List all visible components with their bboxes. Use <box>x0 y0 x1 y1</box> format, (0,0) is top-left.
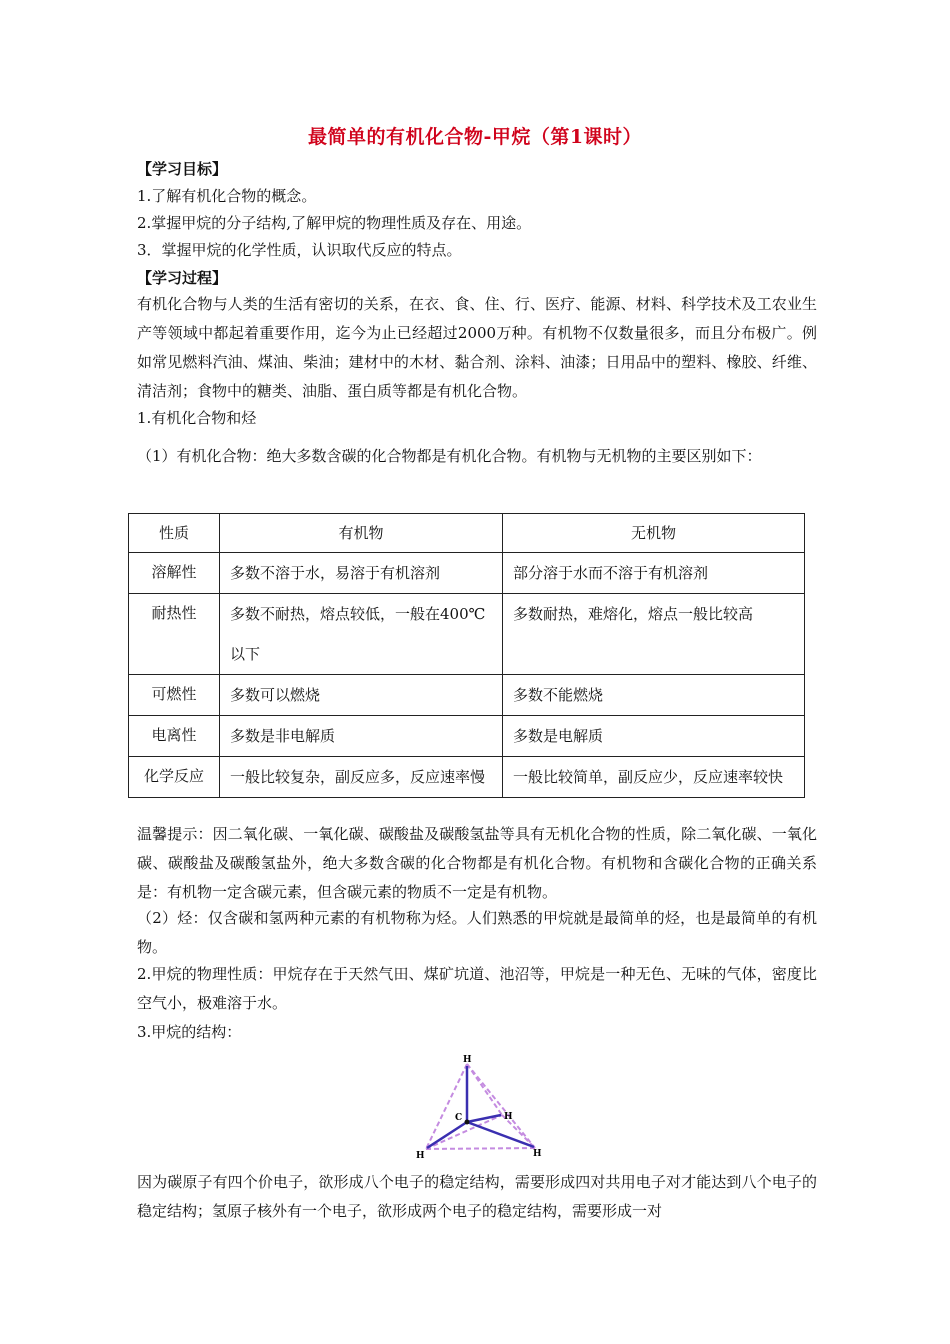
inorganic-cell: 一般比较简单，副反应少，反应速率较快 <box>503 757 805 798</box>
organic-cell: 多数不耐热，熔点较低，一般在400℃以下 <box>220 594 503 675</box>
section-heading: 3.甲烷的结构： <box>137 1023 242 1041</box>
property-cell: 耐热性 <box>129 594 220 675</box>
property-cell: 化学反应 <box>129 757 220 798</box>
inorganic-cell: 多数是电解质 <box>503 716 805 757</box>
hydrogen-atom-label: H <box>463 1055 472 1065</box>
organic-cell: 多数可以燃烧 <box>220 675 503 716</box>
inorganic-cell: 多数耐热，难熔化，熔点一般比较高 <box>503 594 805 675</box>
hydrogen-atom-label: H <box>504 1112 513 1122</box>
objective-item: 1.了解有机化合物的概念。 <box>137 187 317 205</box>
organic-cell: 多数是非电解质 <box>220 716 503 757</box>
hydrogen-atom-label: H <box>416 1151 425 1161</box>
table-row <box>129 716 805 757</box>
objective-item: 3．掌握甲烷的化学性质，认识取代反应的特点。 <box>137 241 462 259</box>
inorganic-cell: 部分溶于水而不溶于有机溶剂 <box>503 553 805 594</box>
objective-item: 2.掌握甲烷的分子结构,了解甲烷的物理性质及存在、用途。 <box>137 214 532 232</box>
table-header-cell: 无机物 <box>503 514 805 553</box>
methane-structure-diagram <box>410 1052 560 1162</box>
organic-definition: （1）有机化合物：绝大多数含碳的化合物都是有机化合物。有机物与无机物的主要区别如下： <box>137 447 762 465</box>
property-cell: 溶解性 <box>129 553 220 594</box>
hydrocarbon-definition: （2）烃：仅含碳和氢两种元素的有机物称为烃。人们熟悉的甲烷就是最简单的烃，也是最简单的有机物。 <box>137 909 817 956</box>
comparison-table <box>128 513 805 798</box>
carbon-atom-label: C <box>455 1113 463 1123</box>
page-title: 最简单的有机化合物-甲烷（第1课时） <box>307 126 643 148</box>
carbon-atom-dot <box>465 1120 470 1125</box>
hydrogen-atom-label: H <box>533 1149 542 1159</box>
organic-cell: 一般比较复杂，副反应多，反应速率慢 <box>220 757 503 798</box>
structure-paragraph: 因为碳原子有四个价电子，欲形成八个电子的稳定结构，需要形成四对共用电子对才能达到八个电子的稳定结构；氢原子核外有一个电子，欲形成两个电子的稳定结构，需要形成一对 <box>137 1173 817 1220</box>
table-header-row <box>129 514 805 553</box>
tetrahedron-edges <box>426 1064 535 1149</box>
table-header-cell: 性质 <box>129 514 220 553</box>
table-row <box>129 594 805 675</box>
section-heading: 1.有机化合物和烃 <box>137 409 257 427</box>
process-heading: 【学习过程】 <box>137 269 228 287</box>
physical-properties: 2.甲烷的物理性质：甲烷存在于天然气田、煤矿坑道、池沼等，甲烷是一种无色、无味的气体，密度比空气小，极难溶于水。 <box>137 965 817 1012</box>
property-cell: 电离性 <box>129 716 220 757</box>
objectives-heading: 【学习目标】 <box>137 160 228 178</box>
inorganic-cell: 多数不能燃烧 <box>503 675 805 716</box>
table-row <box>129 553 805 594</box>
tip-paragraph: 温馨提示：因二氧化碳、一氧化碳、碳酸盐及碳酸氢盐等具有无机化合物的性质，除二氧化碳、一氧化碳、碳酸盐及碳酸氢盐外，绝大多数含碳的化合物都是有机化合物。有机物和含碳化合物的正确关系是：有机物一定含碳元素，但含碳元素的物质不一定是有机物。 <box>137 825 817 901</box>
organic-cell: 多数不溶于水，易溶于有机溶剂 <box>220 553 503 594</box>
table-header-cell: 有机物 <box>220 514 503 553</box>
table-row <box>129 675 805 716</box>
property-cell: 可燃性 <box>129 675 220 716</box>
table-row <box>129 757 805 798</box>
c-h-bonds <box>427 1066 534 1148</box>
intro-paragraph: 有机化合物与人类的生活有密切的关系，在衣、食、住、行、医疗、能源、材料、科学技术及工农业生产等领域中都起着重要作用，迄今为止已经超过2000万种。有机物不仅数量很多，而且分布极广。例如常见燃料汽油、煤油、柴油；建材中的木材、黏合剂、涂料、油漆；日用品中的塑料、橡胶、纤维、清洁剂；食物中的糖类、油脂、蛋白质等都是有机化合物。 <box>137 295 817 400</box>
